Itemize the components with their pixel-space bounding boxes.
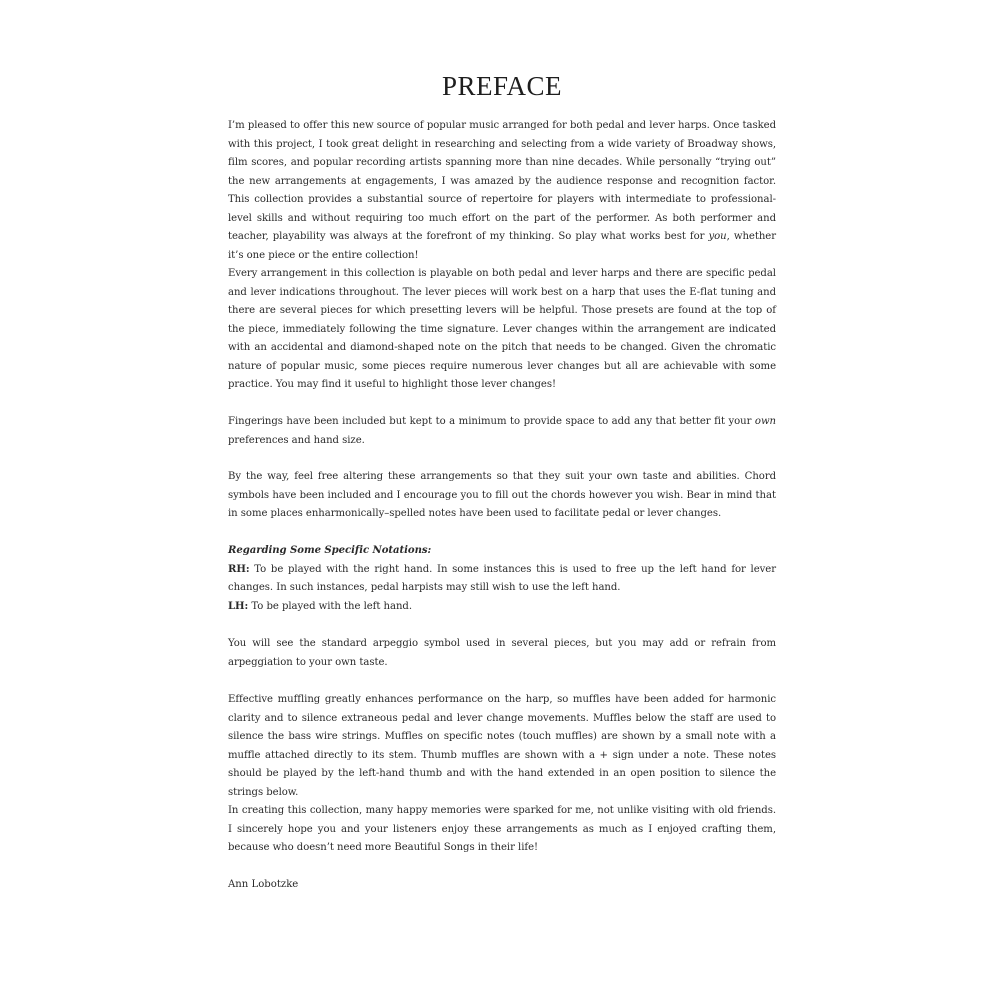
paragraph-fingerings-text-b: preferences and hand size. <box>228 434 365 446</box>
paragraph-fingerings-text-a: Fingerings have been included but kept to a minimum to provide space to add any that better fit your <box>228 416 755 427</box>
paragraph-closing: In creating this collection, many happy memories were sparked for me, not unlike visiting with old friends. I sincerely hope you and your listeners enjoy these arrangements as much as I enjoyed crafting them, because who doesn’t need more Beautiful Songs in their life! <box>228 805 776 853</box>
page-title: PREFACE <box>441 71 563 101</box>
notations-heading: Regarding Some Specific Notations: <box>228 545 432 556</box>
signature: Ann Lobotzke <box>228 879 299 890</box>
notation-lh-text: To be played with the left hand. <box>248 600 412 612</box>
notation-lh <box>228 598 776 617</box>
notation-rh-text: To be played with the right hand. In some instances this is used to free up the left hand for lever changes. In such instances, pedal harpists may still wish to use the left hand. <box>228 563 776 593</box>
notation-rh-label: RH: <box>228 563 250 575</box>
paragraph-intro <box>228 117 776 265</box>
paragraph-intro-emphasis: you <box>708 231 727 242</box>
paragraph-fingerings <box>228 413 776 450</box>
paragraph-altering: By the way, feel free altering these arrangements so that they suit your own taste and abilities. Chord symbols have been included and I encourage you to fill out the chords however you wish. Bear in mind that in some places enharmonically–spelled notes have been used to facilitate pedal or lever changes. <box>228 471 776 519</box>
paragraph-muffling: Effective muffling greatly enhances performance on the harp, so muffles have been added for harmonic clarity and to silence extraneous pedal and lever change movements. Muffles below the staff are used to silence the bass wire strings. Muffles on specific notes (touch muffles) are shown by a small note with a muffle attached directly to its stem. Thumb muffles are shown with a + sign under a note. These notes should be played by the left-hand thumb and with the hand extended in an open position to silence the strings below. <box>228 694 776 798</box>
paragraph-pedal-lever: Every arrangement in this collection is playable on both pedal and lever harps and there are specific pedal and lever indications throughout. The lever pieces will work best on a harp that uses the E-flat tuning and there are several pieces for which presetting levers will be helpful. Those presets are found at the top of the piece, immediately following the time signature. Lever changes within the arrangement are indicated with an accidental and diamond-shaped note on the pitch that needs to be changed. Given the chromatic nature of popular music, some pieces require numerous lever changes but all are achievable with some practice. You may find it useful to highlight those lever changes! <box>228 268 776 390</box>
paragraph-intro-text-b: , whether it’s one piece or the entire collection! <box>228 231 776 261</box>
paragraph-arpeggio: You will see the standard arpeggio symbol used in several pieces, but you may add or refrain from arpeggiation to your own taste. <box>228 638 776 668</box>
notation-rh <box>228 561 776 598</box>
paragraph-fingerings-emphasis: own <box>754 416 776 427</box>
notations-section <box>228 542 776 616</box>
notation-lh-label: LH: <box>228 600 249 612</box>
paragraph-intro-text-a: I’m pleased to offer this new source of popular music arranged for both pedal and lever harps. Once tasked with this project, I took great delight in researching and selecting from a wide variety of Broadway shows, film scores, and popular recording artists spanning more than nine decades. While personally “trying out” the new arrangements at engagements, I was amazed by the audience response and recognition factor. This collection provides a substantial source of repertoire for players with intermediate to professional-level skills and without requiring too much effort on the part of the performer. As both performer and teacher, playability was always at the forefront of my thinking. So play what works best for <box>228 120 776 242</box>
